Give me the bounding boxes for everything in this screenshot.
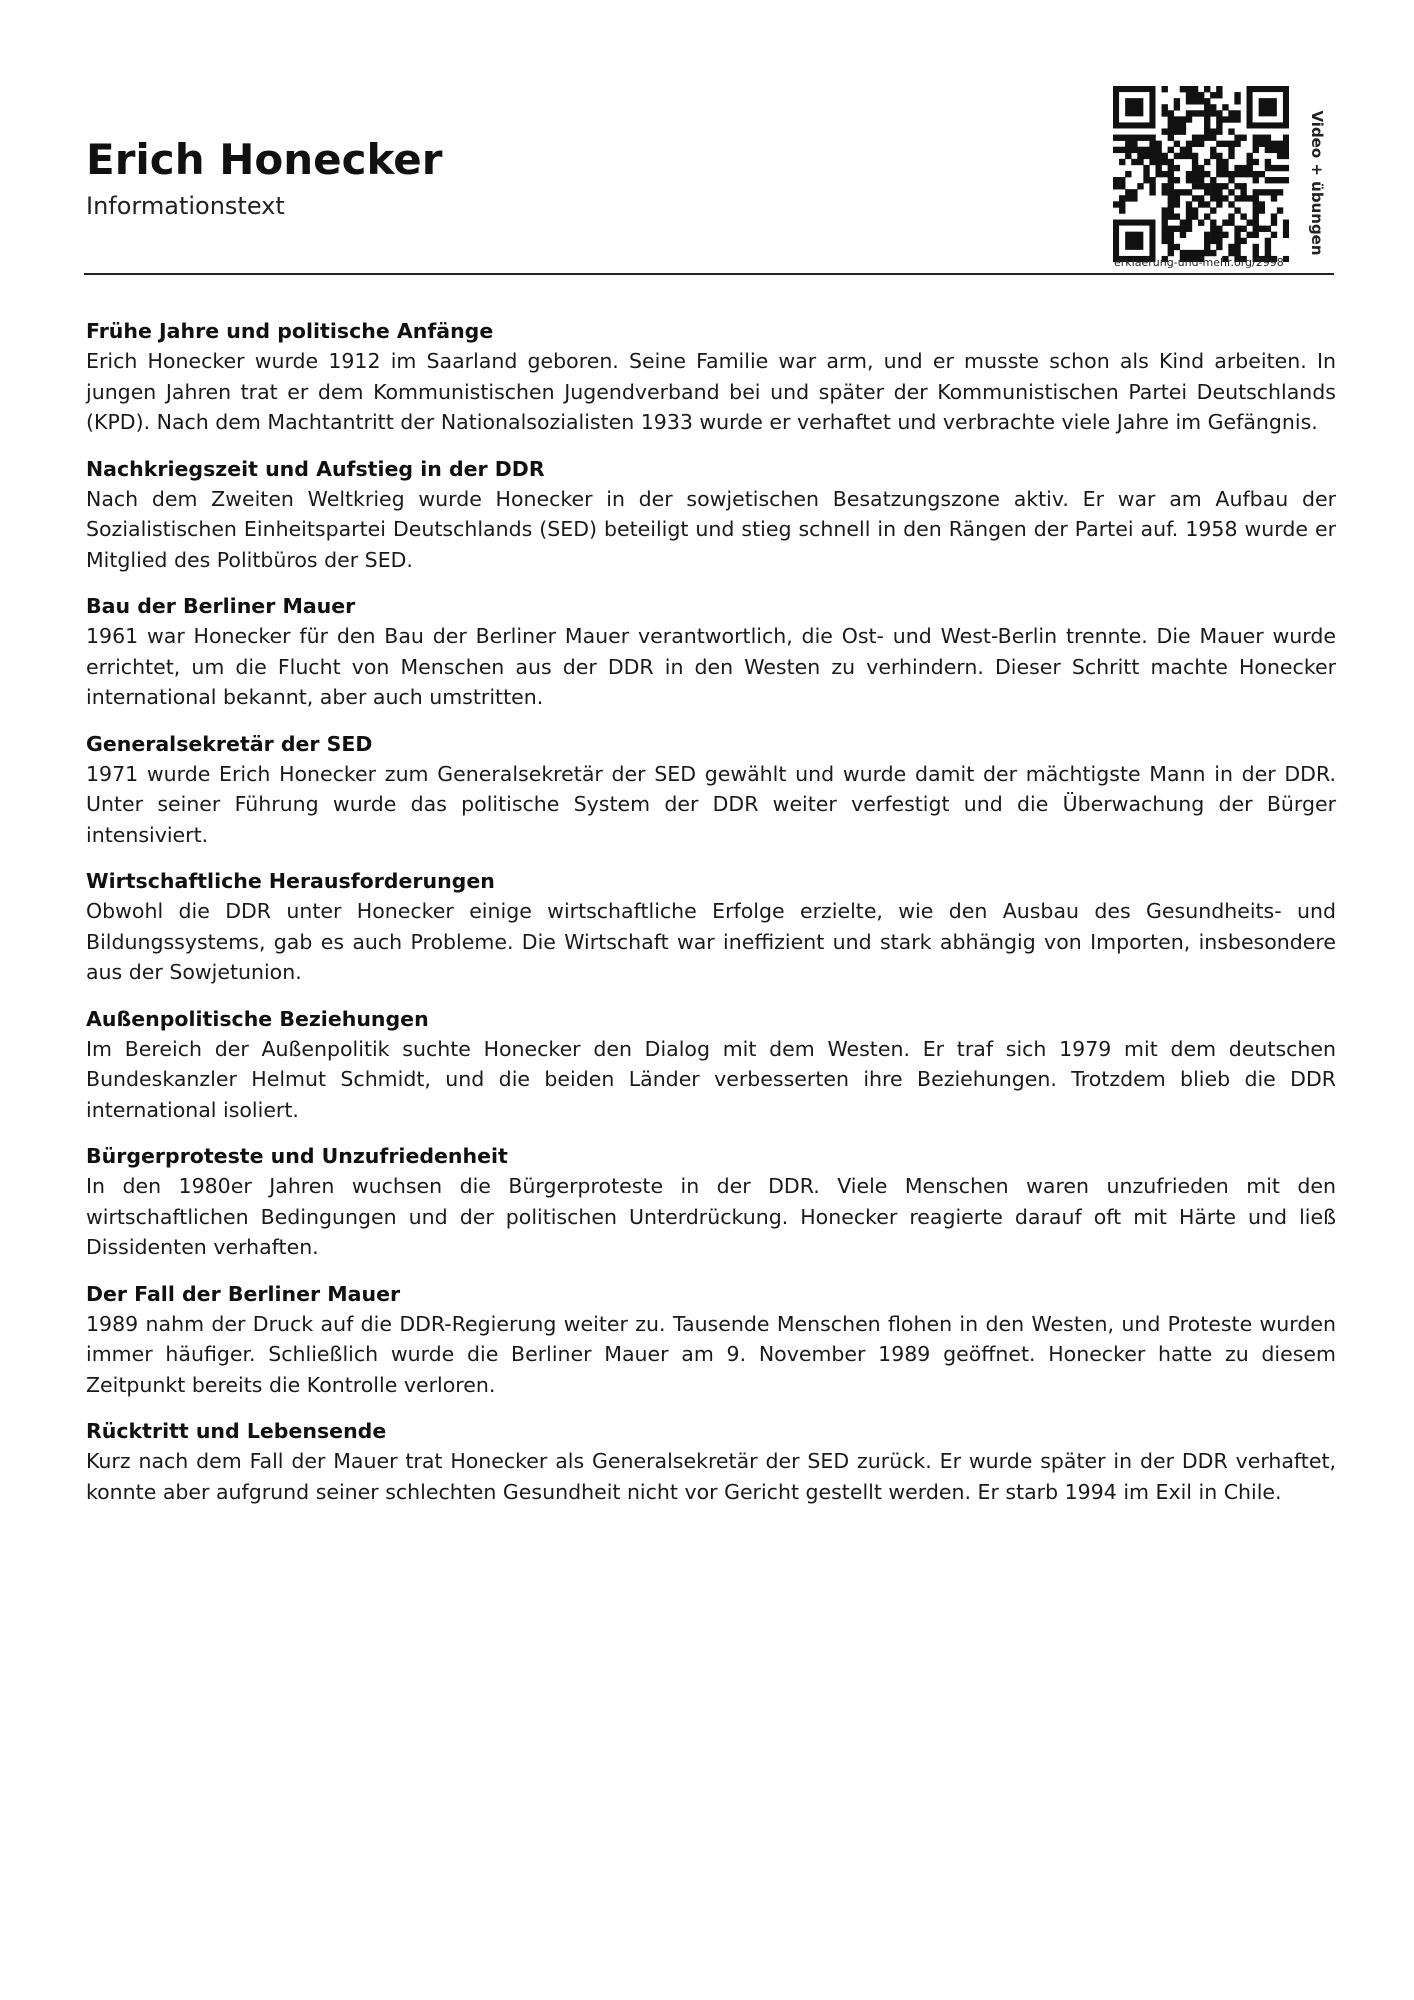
page-subtitle: Informationstext xyxy=(86,192,285,220)
section-text: Nach dem Zweiten Weltkrieg wurde Honecker in der sowjetischen Besatzungszone aktiv. Er war am Aufbau der Sozialistischen Einheitspartei Deutschlands (SED) beteiligt und stieg schnell in den Rängen der Partei auf. 1958 wurde er Mitglied des Politbüros der SED. xyxy=(86,486,1336,572)
header-divider xyxy=(84,273,1334,275)
qr-code-graphic xyxy=(1113,86,1289,262)
section-heading: Der Fall der Berliner Mauer xyxy=(86,1281,401,1306)
section-heading: Außenpolitische Beziehungen xyxy=(86,1006,429,1031)
section-heading: Nachkriegszeit und Aufstieg in der DDR xyxy=(86,456,545,481)
section-heading: Bau der Berliner Mauer xyxy=(86,594,356,618)
qr-code-icon[interactable] xyxy=(1113,86,1289,262)
section-text: Obwohl die DDR unter Honecker einige wirtschaftliche Erfolge erzielte, wie den Ausbau des Gesundheits- und Bildungssystems, gab es auch Probleme. Die Wirtschaft war ineffizient und stark abhängig von Importen, insbesondere aus der Sowjetunion. xyxy=(86,899,1336,984)
section-early-years xyxy=(86,316,1336,438)
section-general-secretary xyxy=(86,729,1336,851)
section-berlin-wall xyxy=(86,591,1336,713)
section-heading: Generalsekretär der SED xyxy=(86,731,373,756)
section-postwar xyxy=(86,454,1336,576)
section-heading: Frühe Jahre und politische Anfänge xyxy=(86,319,494,343)
section-text: 1961 war Honecker für den Bau der Berliner Mauer verantwortlich, die Ost- und West-Berlin trennte. Die Mauer wurde errichtet, um die Flucht von Menschen aus der DDR in den Westen zu verhindern. Dieser Schritt machte Honecker international bekannt, aber auch umstritten. xyxy=(86,624,1336,709)
section-economy xyxy=(86,866,1336,988)
section-heading: Wirtschaftliche Herausforderungen xyxy=(86,869,495,893)
section-protests xyxy=(86,1141,1336,1263)
section-text: Erich Honecker wurde 1912 im Saarland geboren. Seine Familie war arm, und er musste schon als Kind arbeiten. In jungen Jahren trat er dem Kommunistischen Jugendverband bei und später der Kommunistischen Partei Deutschlands (KPD). Nach dem Machtantritt der Nationalsozialisten 1933 wurde er verhaftet und verbrachte viele Jahre im Gefängnis. xyxy=(86,349,1336,434)
page-title: Erich Honecker xyxy=(86,135,443,184)
section-fall-of-wall xyxy=(86,1279,1336,1401)
video-exercises-label xyxy=(1300,108,1334,258)
section-resignation xyxy=(86,1416,1336,1507)
section-text: Kurz nach dem Fall der Mauer trat Honecker als Generalsekretär der SED zurück. Er wurde später in der DDR verhaftet, konnte aber aufgrund seiner schlechten Gesundheit nicht vor Gericht gestellt werden. Er starb 1994 im Exil in Chile. xyxy=(86,1449,1336,1504)
section-text: 1971 wurde Erich Honecker zum Generalsekretär der SED gewählt und wurde damit der mächtigste Mann in der DDR. Unter seiner Führung wurde das politische System der DDR weiter verfestigt und die Überwachung der Bürger intensiviert. xyxy=(86,761,1336,847)
qr-url-label: erklaerung-und-mehr.org/2998 xyxy=(1114,256,1284,269)
section-text: 1989 nahm der Druck auf die DDR-Regierung weiter zu. Tausende Menschen flohen in den Westen, und Proteste wurden immer häufiger. Schließlich wurde die Berliner Mauer am 9. November 1989 geöffnet. Honecker hatte zu diesem Zeitpunkt bereits die Kontrolle verloren. xyxy=(86,1311,1336,1397)
section-heading: Rücktritt und Lebensende xyxy=(86,1419,387,1443)
section-text: Im Bereich der Außenpolitik suchte Honecker den Dialog mit dem Westen. Er traf sich 1979 mit dem deutschen Bundeskanzler Helmut Schmidt, und die beiden Länder verbesserten ihre Beziehungen. Trotzdem blieb die DDR international isoliert. xyxy=(86,1036,1336,1122)
section-text: In den 1980er Jahren wuchsen die Bürgerproteste in der DDR. Viele Menschen waren unzufrieden mit den wirtschaftlichen Bedingungen und der politischen Unterdrückung. Honecker reagierte darauf oft mit Härte und ließ Dissidenten verhaften. xyxy=(86,1174,1336,1259)
section-heading: Bürgerproteste und Unzufriedenheit xyxy=(86,1144,508,1168)
video-exercises-text: Video + übungen xyxy=(1308,110,1326,256)
text-body xyxy=(86,316,1336,1523)
section-foreign-policy xyxy=(86,1004,1336,1126)
